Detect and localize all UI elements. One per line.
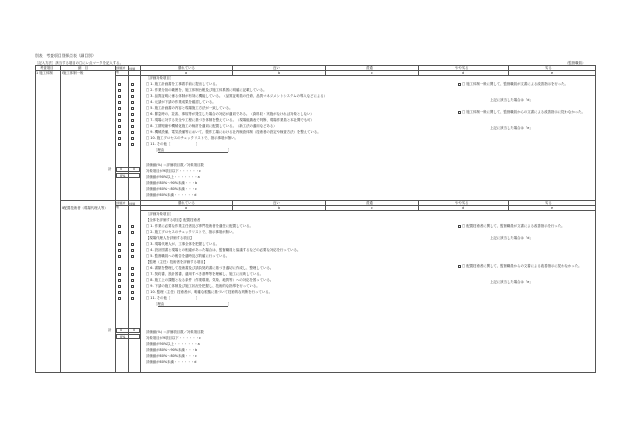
document-page: 別表 考査項目別採点表（細目別） ［記入方法］該当する項目の□にレ点マークを記入する。 （監督職員） 考査項目 細 目 評価対象 評価 優れている 良い 普通 やや劣る 劣る a b c d e 1 施工体制 Ⅰ施工体制一般 ［評価対象項目］ □ 1. 施工計画書を工事着手前に提出している。 □ 2. 作業分担の範囲を、施工体制台帳及び施工体系図に明確に記載している。 □ 3. 品質証明に係る体制が有効に機能している。（品質証明員の任命、品質マネジメントシステムの導入などによる） □ 4. 元請が下請の作業成果を確認している。 □ 5. 施工計画書の内容と現場施工方法が一致している。 □ 6. 緊急時の、災害、事故等が発生した場合の対応が適切である。（資料収・実施がなければ対象としない） □ 7. 現場に対する安全や工程に基づき体制を整えている。（現場組織表で判断、現場作業員と本社間でも可） □ 8. 工期短縮や機械化施工の検討を適切に配置している。（新工法の適用などある） □ 9. 機械設備、電気設備等において、製作工場における社内検査体制（技術者の設定や検査方法）を整えている。 □ 10. 施工プロセスのチェックリストで、指示事項が無い。 □ 11. その他［ ］ ［理由 ］ □ 施工体制一般に関して、監督職員が文書による改善指示を行った。 上記に該当した場合は「d」 □ 施工体制一般に関して、監督職員からの文書による改善指示に従わなかった。 上記に該当した場合は「e」 計 0 0 0% 評価値(%) ＝評価項目数／対象項目数 対象項目が9項目以下・・・・・・c 評価値が90%以上・・・・・・・a 評価値が80%～90%未満・・・b 評価値が60%～80%未満・・・c 評価値が60%未満・・・・・・d 評価対象 評価 優れている 良い 普通 やや劣る 劣る a b c d e Ⅱ配置技術者（現場代理人等） ［評価対象項目］ 【全体を評価する項目】配置技術者 □ 1. 作業に必要な作業主任者及び専門技術者を適任に配置している。 □ 2. 施工プロセスのチェックリストで、指示事項が無い。 【現場代理人を評価する項目】 □ 3. 現場代理人が、工事全体を把握している。 □ 4. 設計図書と現場との相違があった場合は、監督職員と協議するなどの必要な対応を行っている。 □ 5. 監督職員への報告を適時及び的確に行っている。 【監理（主任）技術者を評価する項目】 □ 6. 書類を整理して技術書及び請負契約書に基づき適切に作成し、整理している。 □ 7. 契約書、設計図書、適用すべき基準等を理解し、施工に反映している。 □ 8. 施工上の課題となる条件（作業環境、気象、地質等）への対応を図っている。 □ 9. 下請の施工体制及び施工状況を把握し、技術的な指導を行っている。 □ 10. 監理（主任）技術者が、明確な根拠に基づいて技術的な判断を行っている。 □ 11. その他［ ］ ［理由 ］ □ 配置技術者に関して、監督職員が文書による改善指示を行った。 上記に該当した場合は「d」 □ 配置技術者に関して、監督職員からの文書による改善指示に従わなかった。 上記に該当した場合は「e」 計 0 0 0% 評価値(%) ＝評価項目数／対象項目数 対象項目が9項目以下・・・・・・c 評価値が90%以上・・・・・・・a 評価値が80%～90%未満・・・b 評価値が60%～80%未満・・・c 評価値が60%未満・・・・・・d [0,0,630,440]
s1-item-10: □ 10. 施工プロセスのチェックリストで、指示事項が無い。 [146,136,238,140]
grade-d: d [462,71,465,75]
s1-note-1: □ 施工体制一般に関して、監督職員が文書による改善指示を行った。 [462,82,568,86]
s2-level-5: 劣る [545,201,552,205]
grade-b: b [278,71,281,75]
s2-note-1: □ 配置技術者に関して、監督職員が文書による改善指示を行った。 [462,224,565,228]
section2-sub1: 【全体を評価する項目】配置技術者 [146,218,201,222]
s2-level-2: 良い [273,201,280,205]
s2-item-6: □ 6. 書類を整理して技術書及び請負契約書に基づき適切に作成し、整理している。 [146,266,274,270]
s2-item-5: □ 5. 監督職員への報告を適時及び的確に行っている。 [146,254,230,258]
s1-crit-4: 評価値が80%～90%未満・・・b [146,181,198,185]
col-eval-header: 評価対象 [116,66,126,74]
s2-checkbox-8-score[interactable] [131,279,134,282]
section2-detail: Ⅱ配置技術者（現場代理人等） [62,206,108,210]
s2-reason: ［理由 [154,302,165,306]
level-4: やや劣る [455,66,469,70]
s2-item-2: □ 2. 施工プロセスのチェックリストで、指示事項が無い。 [146,230,236,234]
s1-checkbox-7-eval[interactable] [118,119,121,122]
side-note-checkbox-2[interactable] [458,111,461,114]
section2-eval-heading: ［評価対象項目］ [146,212,174,216]
category-label: 1 施工体制 [36,71,53,75]
s2-col-score-header: 評価 [129,202,136,206]
s1-checkbox-6-score[interactable] [131,113,134,116]
s2-grade-e: e [551,206,554,210]
s2-checkbox-4-score[interactable] [131,249,134,252]
s1-checkbox-8-score[interactable] [131,125,134,128]
s2-grade-c: c [371,206,373,210]
s2-crit-4: 評価値が80%～90%未満・・・b [146,348,198,352]
s2-checkbox-8-eval[interactable] [118,279,121,282]
level-5: 劣る [545,66,552,70]
s2-note-2: 上記に該当した場合は「d」 [490,236,533,240]
grade-e: e [551,71,554,75]
s2-level-3: 普通 [366,201,373,205]
s1-tally-1: 0 [120,167,123,171]
s1-checkbox-2-score[interactable] [131,89,134,92]
s1-tally-label: 計 [108,167,112,171]
section1-eval-heading: ［評価対象項目］ [146,76,174,80]
s1-checkbox-1-eval[interactable] [118,83,121,86]
s2-percent: 0% [120,334,126,339]
s1-item-4: □ 4. 元請が下請の作業成果を確認している。 [146,100,216,104]
s1-item-9: □ 9. 機械設備、電気設備等において、製作工場における社内検査体制（技術者の設定や検査方法）を整えている。 [146,130,321,134]
s2-checkbox-7-score[interactable] [131,273,134,276]
col-detail-header: 細 目 [78,66,89,70]
s2-level-4: やや劣る [455,201,469,205]
s1-checkbox-6-eval[interactable] [118,113,121,116]
s2-checkbox-5-eval[interactable] [118,255,121,258]
s1-item-2: □ 2. 作業分担の範囲を、施工体制台帳及び施工体系図に明確に記載している。 [146,88,267,92]
s1-crit-5: 評価値が60%～80%未満・・・c [146,187,197,191]
level-2: 良い [273,66,280,70]
s2-checkbox-2-eval[interactable] [118,231,121,234]
s2-checkbox-10-eval[interactable] [118,291,121,294]
s2-checkbox-6-eval[interactable] [118,267,121,270]
grade-a: a [185,71,188,75]
s1-checkbox-9-score[interactable] [131,131,134,134]
s1-checkbox-10-eval[interactable] [118,137,121,140]
s2-checkbox-7-eval[interactable] [118,273,121,276]
s2-item-9: □ 9. 下請の施工体制及び施工状況を把握し、技術的な指導を行っている。 [146,284,260,288]
s2-grade-a: a [185,206,188,210]
s1-note-3: □ 施工体制一般に関して、監督職員からの文書による改善指示に従わなかった。 [462,110,585,114]
s2-checkbox-1-eval[interactable] [118,225,121,228]
s1-checkbox-3-eval[interactable] [118,95,121,98]
s2-checkbox-1-score[interactable] [131,225,134,228]
s2-checkbox-11-score[interactable] [131,297,134,300]
s1-crit-2: 対象項目が9項目以下・・・・・・c [146,169,201,173]
s1-item-3: □ 3. 品質証明に係る体制が有効に機能している。（品質証明員の任命、品質マネジメントシステムの導入などによる） [146,94,328,98]
s2-note-3: □ 配置技術者に関して、監督職員からの文書による改善指示に従わなかった。 [462,264,582,268]
s1-checkbox-3-score[interactable] [131,95,134,98]
s1-note-2: 上記に該当した場合は「d」 [490,98,533,102]
s1-item-5: □ 5. 施工計画書の内容と現場施工方法が一致している。 [146,106,233,110]
s2-checkbox-11-eval[interactable] [118,297,121,300]
s1-checkbox-9-eval[interactable] [118,131,121,134]
s2-crit-1: 評価値(%) ＝評価項目数／対象項目数 [146,330,204,334]
s1-crit-3: 評価値が90%以上・・・・・・・a [146,175,200,179]
s2-crit-6: 評価値が60%未満・・・・・・d [146,360,197,364]
s1-reason: ［理由 [154,148,165,152]
col-score-header: 評価 [129,67,136,71]
s2-tally-2: 0 [133,328,136,332]
grade-c: c [371,71,373,75]
s2-checkbox-3-eval[interactable] [118,243,121,246]
s2-crit-2: 対象項目が9項目以下・・・・・・c [146,336,201,340]
section1-detail: Ⅰ施工体制一般 [62,71,84,75]
s2-checkbox-9-eval[interactable] [118,285,121,288]
level-1: 優れている [178,66,195,70]
section2-sub3: 【監理（主任）技術者を評価する項目】 [146,260,208,264]
s1-item-6: □ 6. 緊急時の、災害、事故等が発生した場合の対応が適切である。（資料収・実施がなければ対象としない） [146,112,314,116]
col-item-header: 考査項目 [40,66,54,70]
s1-checkbox-7-score[interactable] [131,119,134,122]
s1-item-11: □ 11. その他［ [146,142,171,146]
s1-percent: 0% [120,173,126,178]
s2-grade-d: d [462,206,465,210]
s2-checkbox-9-score[interactable] [131,285,134,288]
level-3: 普通 [366,66,373,70]
s1-item-7: □ 7. 現場に対する安全や工程に基づき体制を整えている。（現場組織表で判断、現場作業員と本社間でも可） [146,118,314,122]
s1-tally-2: 0 [133,167,136,171]
s2-item-1: □ 1. 作業に必要な作業主任者及び専門技術者を適任に配置している。 [146,224,253,228]
s2-item-8: □ 8. 施工上の課題となる条件（作業環境、気象、地質等）への対応を図っている。 [146,278,274,282]
s2-checkbox-6-score[interactable] [131,267,134,270]
s2-level-1: 優れている [178,201,195,205]
s2-checkbox-10-score[interactable] [131,291,134,294]
s1-checkbox-4-eval[interactable] [118,101,121,104]
s1-checkbox-10-score[interactable] [131,137,134,140]
s1-checkbox-1-score[interactable] [131,83,134,86]
s1-checkbox-2-eval[interactable] [118,89,121,92]
s2-item-7: □ 7. 契約書、設計図書、適用すべき基準等を理解し、施工に反映している。 [146,272,264,276]
instruction: ［記入方法］該当する項目の□にレ点マークを記入する。 [35,61,123,65]
s2-item-11: □ 11. その他［ [146,296,171,300]
s1-checkbox-5-eval[interactable] [118,107,121,110]
s1-checkbox-8-eval[interactable] [118,125,121,128]
s1-crit-1: 評価値(%) ＝評価項目数／対象項目数 [146,163,204,167]
s2-item-4: □ 4. 設計図書と現場との相違があった場合は、監督職員と協議するなどの必要な対応を行っている。 [146,248,301,252]
evaluator-label: （監督職員） [565,61,586,65]
s1-item-1: □ 1. 施工計画書を工事着手前に提出している。 [146,82,220,86]
side-note-checkbox-4[interactable] [458,265,461,268]
s2-crit-3: 評価値が90%以上・・・・・・・a [146,342,200,346]
s1-item-8: □ 8. 工期短縮や機械化施工の検討を適切に配置している。（新工法の適用などある） [146,124,277,128]
s2-item-10: □ 10. 監理（主任）技術者が、明確な根拠に基づいて技術的な判断を行っている。 [146,290,273,294]
s1-checkbox-11-score[interactable] [131,143,134,146]
s1-note-4: 上記に該当した場合は「e」 [490,126,533,130]
s2-tally-label: 計 [108,328,112,332]
s1-crit-6: 評価値が60%未満・・・・・・d [146,193,197,197]
s1-checkbox-4-score[interactable] [131,101,134,104]
doc-title: 別表 考査項目別採点表（細目別） [35,53,96,58]
s2-tally-1: 0 [120,328,123,332]
s2-checkbox-4-eval[interactable] [118,249,121,252]
s1-checkbox-11-eval[interactable] [118,143,121,146]
s2-checkbox-5-score[interactable] [131,255,134,258]
side-note-checkbox-1[interactable] [458,83,461,86]
s2-col-eval-header: 評価対象 [116,201,126,209]
section2-sub2: 【現場代理人を評価する項目】 [146,236,194,240]
s2-item-3: □ 3. 現場代理人が、工事全体を把握している。 [146,242,220,246]
s2-note-4: 上記に該当した場合は「e」 [490,280,533,284]
s2-checkbox-3-score[interactable] [131,243,134,246]
s2-crit-5: 評価値が60%～80%未満・・・c [146,354,197,358]
s2-checkbox-2-score[interactable] [131,231,134,234]
s2-grade-b: b [278,206,281,210]
s1-checkbox-5-score[interactable] [131,107,134,110]
side-note-checkbox-3[interactable] [458,225,461,228]
